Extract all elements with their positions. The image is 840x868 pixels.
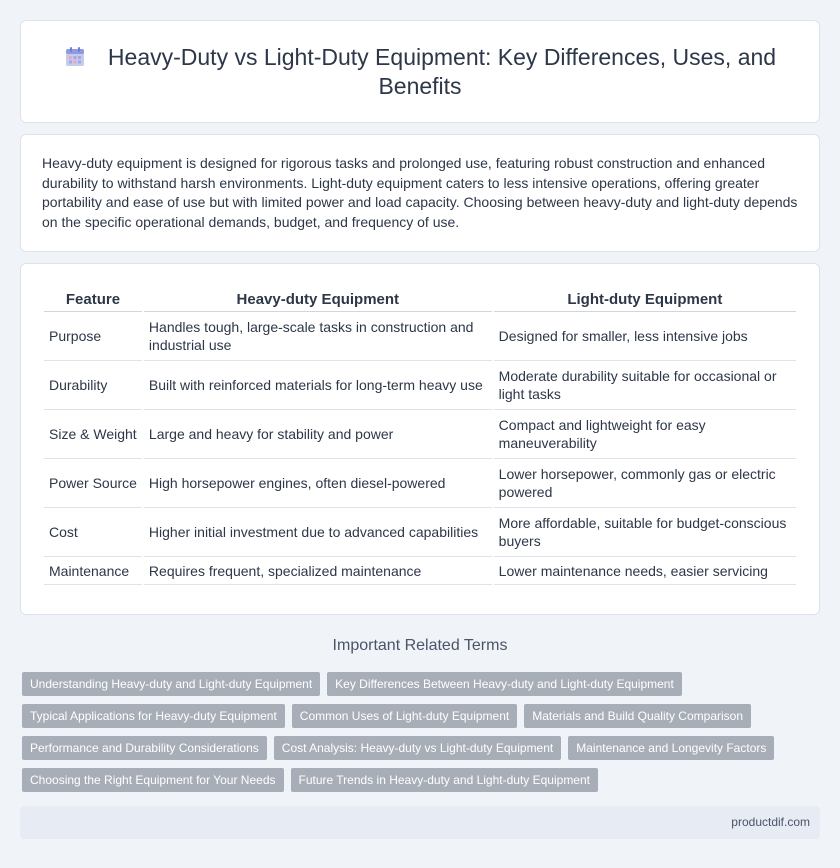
- related-term-link[interactable]: Choosing the Right Equipment for Your Needs: [22, 768, 284, 792]
- page-title-text: Heavy-Duty vs Light-Duty Equipment: Key Differences, Uses, and Benefits: [107, 44, 777, 99]
- header-light-duty: Light-duty Equipment: [494, 288, 796, 312]
- table-row: [44, 361, 796, 410]
- light-duty-cell: Lower horsepower, commonly gas or electric powered: [494, 459, 796, 508]
- intro-paragraph: Heavy-duty equipment is designed for rigorous tasks and prolonged use, featuring robust construction and enhanced durability to withstand harsh environments. Light-duty equipment caters to less intensive operations, offering greater portability and ease of use but with limited power and load capacity. Choosing between heavy-duty and light-duty depends on the specific operational demands, budget, and frequency of use.: [42, 155, 798, 230]
- heavy-duty-cell: Higher initial investment due to advanced capabilities: [144, 508, 492, 557]
- page-title: [51, 43, 789, 101]
- related-terms-heading: Important Related Terms: [332, 637, 508, 654]
- header-feature: Feature: [44, 288, 142, 312]
- light-duty-cell: Moderate durability suitable for occasional or light tasks: [494, 361, 796, 410]
- feature-cell: Maintenance: [44, 557, 142, 585]
- footer-site-name: productdif.com: [731, 815, 810, 829]
- related-term-link[interactable]: Performance and Durability Considerations: [22, 736, 267, 760]
- table-row: [44, 557, 796, 585]
- related-term-link[interactable]: Materials and Build Quality Comparison: [524, 704, 751, 728]
- related-term-link[interactable]: Cost Analysis: Heavy-duty vs Light-duty Equipment: [274, 736, 561, 760]
- related-term-link[interactable]: Maintenance and Longevity Factors: [568, 736, 774, 760]
- heavy-duty-cell: Requires frequent, specialized maintenance: [144, 557, 492, 585]
- heavy-duty-cell: Large and heavy for stability and power: [144, 410, 492, 459]
- title-card: [20, 20, 820, 123]
- feature-cell: Size & Weight: [44, 410, 142, 459]
- heavy-duty-cell: Handles tough, large-scale tasks in construction and industrial use: [144, 312, 492, 361]
- light-duty-cell: Lower maintenance needs, easier servicing: [494, 557, 796, 585]
- feature-cell: Cost: [44, 508, 142, 557]
- table-header-row: [44, 288, 796, 312]
- heavy-duty-cell: Built with reinforced materials for long-term heavy use: [144, 361, 492, 410]
- comparison-card: [20, 263, 820, 615]
- related-term-link[interactable]: Understanding Heavy-duty and Light-duty Equipment: [22, 672, 320, 696]
- related-term-link[interactable]: Future Trends in Heavy-duty and Light-duty Equipment: [291, 768, 599, 792]
- related-term-link[interactable]: Typical Applications for Heavy-duty Equipment: [22, 704, 285, 728]
- related-term-link[interactable]: Common Uses of Light-duty Equipment: [292, 704, 517, 728]
- light-duty-cell: Designed for smaller, less intensive jobs: [494, 312, 796, 361]
- table-row: [44, 508, 796, 557]
- table-row: [44, 410, 796, 459]
- light-duty-cell: Compact and lightweight for easy maneuverability: [494, 410, 796, 459]
- header-heavy-duty: Heavy-duty Equipment: [144, 288, 492, 312]
- calendar-icon: [64, 46, 86, 68]
- light-duty-cell: More affordable, suitable for budget-conscious buyers: [494, 508, 796, 557]
- table-row: [44, 459, 796, 508]
- feature-cell: Power Source: [44, 459, 142, 508]
- related-terms-list: [22, 672, 818, 792]
- footer: [20, 806, 820, 839]
- table-row: [44, 312, 796, 361]
- intro-card: [20, 134, 820, 252]
- related-term-link[interactable]: Key Differences Between Heavy-duty and Light-duty Equipment: [327, 672, 682, 696]
- feature-cell: Purpose: [44, 312, 142, 361]
- comparison-table: [42, 288, 798, 585]
- heavy-duty-cell: High horsepower engines, often diesel-powered: [144, 459, 492, 508]
- feature-cell: Durability: [44, 361, 142, 410]
